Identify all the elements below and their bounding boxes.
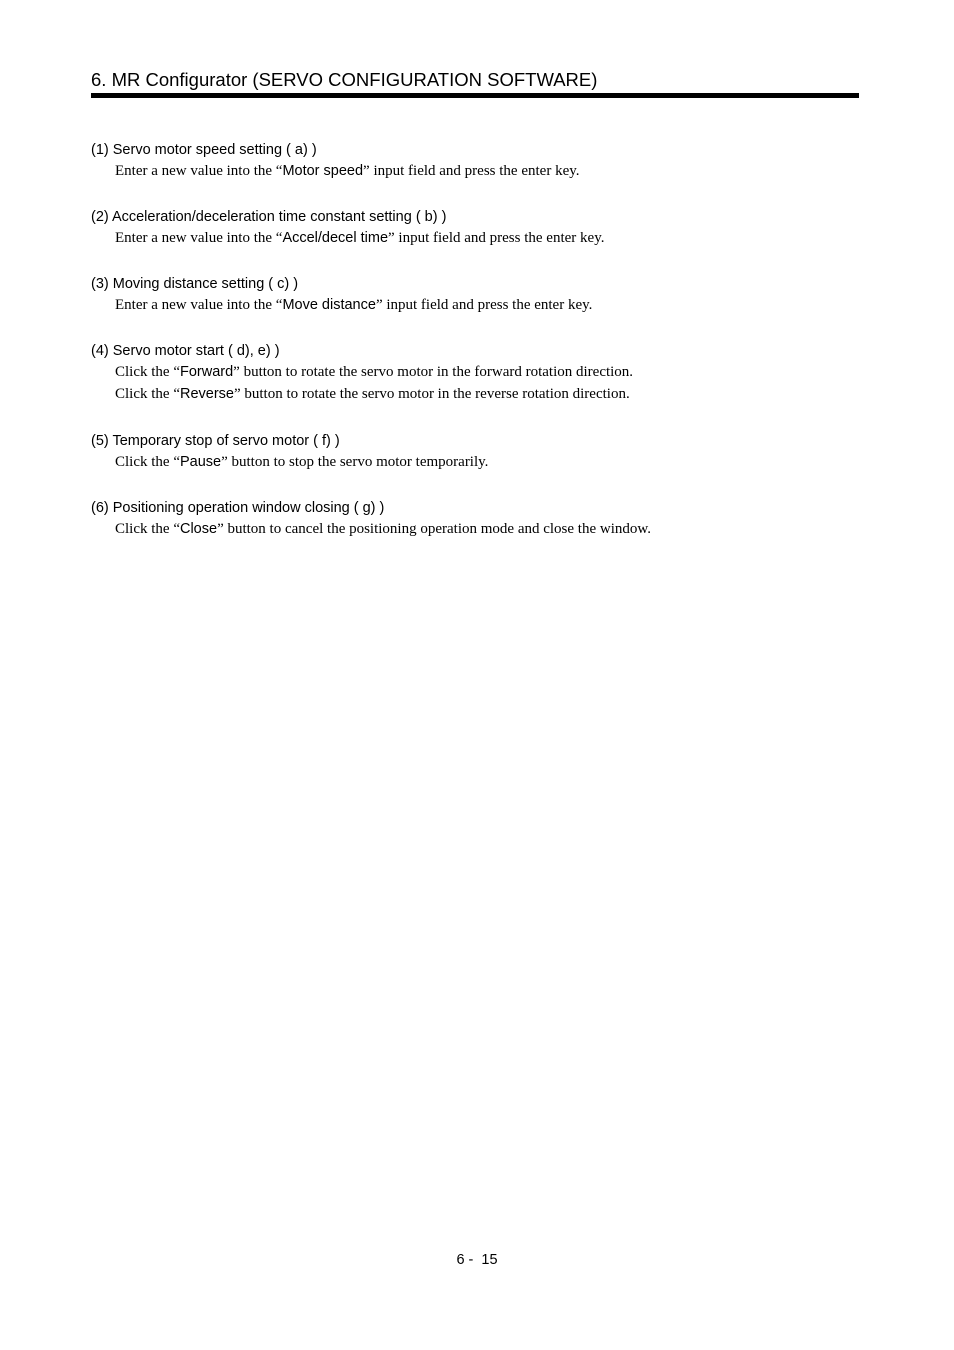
section-title: (2) Acceleration/deceleration time constant setting ( b) ): [91, 209, 447, 225]
ui-term: Motor speed: [282, 163, 364, 179]
section-motor-speed: [91, 140, 871, 182]
ui-term: Pause: [179, 454, 222, 470]
line-text-pre: Enter a new value into the “: [115, 230, 283, 246]
page-header-title: 6. MR Configurator (SERVO CONFIGURATION SOFTWARE): [91, 69, 598, 90]
section-title: (1) Servo motor speed setting ( a) ): [91, 142, 317, 158]
line-text-post: ” input field and press the enter key.: [388, 230, 605, 246]
section-line: [115, 227, 871, 249]
line-text-post: ” button to cancel the positioning operation mode and close the window.: [217, 521, 651, 537]
line-text-pre: Click the “: [115, 386, 180, 402]
ui-term: Close: [179, 521, 218, 537]
ui-term: Forward: [179, 364, 234, 380]
section-window-closing: [91, 498, 871, 540]
line-text-pre: Enter a new value into the “: [115, 297, 283, 313]
section-line: [115, 451, 871, 473]
line-text-pre: Click the “: [115, 364, 180, 380]
line-text-post: ” button to rotate the servo motor in the forward rotation direction.: [233, 364, 634, 380]
section-title: (5) Temporary stop of servo motor ( f) ): [91, 433, 340, 449]
line-text-pre: Click the “: [115, 454, 180, 470]
section-line: [115, 518, 871, 540]
line-text-post: ” button to stop the servo motor temporarily.: [221, 454, 489, 470]
line-text-pre: Enter a new value into the “: [115, 163, 283, 179]
section-line: [115, 361, 871, 383]
ui-term: Move distance: [282, 297, 376, 313]
section-title: (6) Positioning operation window closing ( g) ): [91, 500, 385, 516]
header-rule: [91, 93, 859, 98]
line-text-post: ” input field and press the enter key.: [375, 297, 593, 313]
section-line: [115, 294, 871, 316]
page-number: 6 - 15: [456, 1252, 498, 1268]
line-text-pre: Click the “: [115, 521, 180, 537]
section-accel-decel: [91, 207, 871, 249]
line-text-post: ” input field and press the enter key.: [363, 163, 580, 179]
section-title: (3) Moving distance setting ( c) ): [91, 276, 299, 292]
section-line: [115, 383, 871, 405]
section-line: [115, 160, 871, 182]
section-temporary-stop: [91, 431, 871, 473]
section-title: (4) Servo motor start ( d), e) ): [91, 343, 280, 359]
line-text-post: ” button to rotate the servo motor in the reverse rotation direction.: [233, 386, 630, 402]
section-motor-start: [91, 341, 871, 405]
ui-term: Accel/decel time: [282, 230, 389, 246]
ui-term: Reverse: [179, 386, 234, 402]
section-moving-distance: [91, 274, 871, 316]
